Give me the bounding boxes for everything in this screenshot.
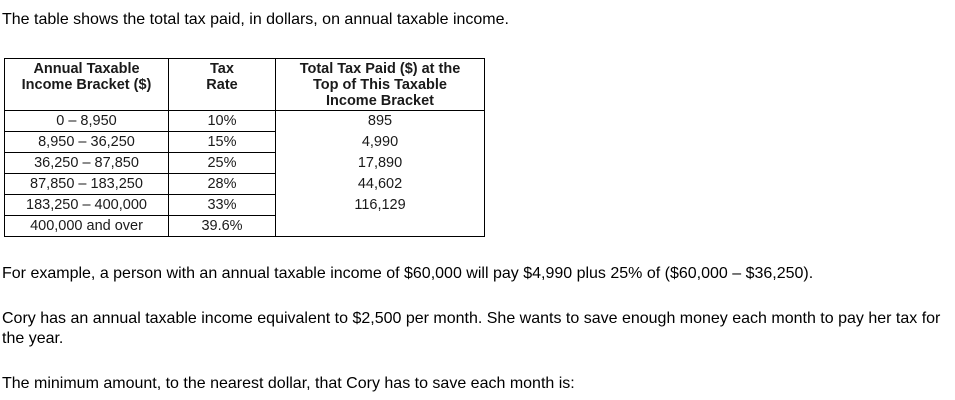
bracket-cell: 183,250 – 400,000: [5, 195, 169, 216]
header-line: Annual Taxable: [33, 61, 140, 77]
header-line: Rate: [206, 77, 238, 93]
rate-cell: 28%: [169, 174, 276, 195]
header-income-bracket: [5, 59, 169, 111]
table-row: [5, 153, 485, 174]
header-line: Income Bracket: [326, 93, 434, 109]
intro-text: The table shows the total tax paid, in dollars, on annual taxable income.: [2, 11, 509, 28]
table-row: [5, 111, 485, 132]
table-row: [5, 174, 485, 195]
rate-cell: 33%: [169, 195, 276, 216]
total-tax-cell: 17,890: [276, 153, 485, 174]
total-tax-cell: 44,602: [276, 174, 485, 195]
table-header-row: [5, 59, 485, 111]
header-line: Tax: [210, 61, 234, 77]
header-tax-rate: [169, 59, 276, 111]
table-row: [5, 195, 485, 216]
cory-text: Cory has an annual taxable income equivalent to $2,500 per month. She wants to save enough money each month to pay her tax for the year.: [2, 310, 941, 347]
table-row: [5, 132, 485, 153]
tax-table: [4, 58, 485, 237]
total-tax-cell: 116,129: [276, 195, 485, 216]
header-line: Income Bracket ($): [21, 77, 152, 93]
total-tax-cell: [276, 216, 485, 237]
header-line: Top of This Taxable: [313, 77, 447, 93]
total-tax-cell: 4,990: [276, 132, 485, 153]
bracket-cell: 8,950 – 36,250: [5, 132, 169, 153]
header-total-tax-paid: [276, 59, 485, 111]
header-line: Total Tax Paid ($) at the: [299, 61, 461, 77]
bracket-cell: 36,250 – 87,850: [5, 153, 169, 174]
example-text: For example, a person with an annual taxable income of $60,000 will pay $4,990 plus 25% of ($60,000 – $36,250).: [2, 265, 814, 282]
total-tax-cell: 895: [276, 111, 485, 132]
question-text: The minimum amount, to the nearest dollar, that Cory has to save each month is:: [2, 375, 575, 392]
table-row: [5, 216, 485, 237]
bracket-cell: 0 – 8,950: [5, 111, 169, 132]
rate-cell: 39.6%: [169, 216, 276, 237]
rate-cell: 10%: [169, 111, 276, 132]
bracket-cell: 87,850 – 183,250: [5, 174, 169, 195]
bracket-cell: 400,000 and over: [5, 216, 169, 237]
rate-cell: 15%: [169, 132, 276, 153]
rate-cell: 25%: [169, 153, 276, 174]
